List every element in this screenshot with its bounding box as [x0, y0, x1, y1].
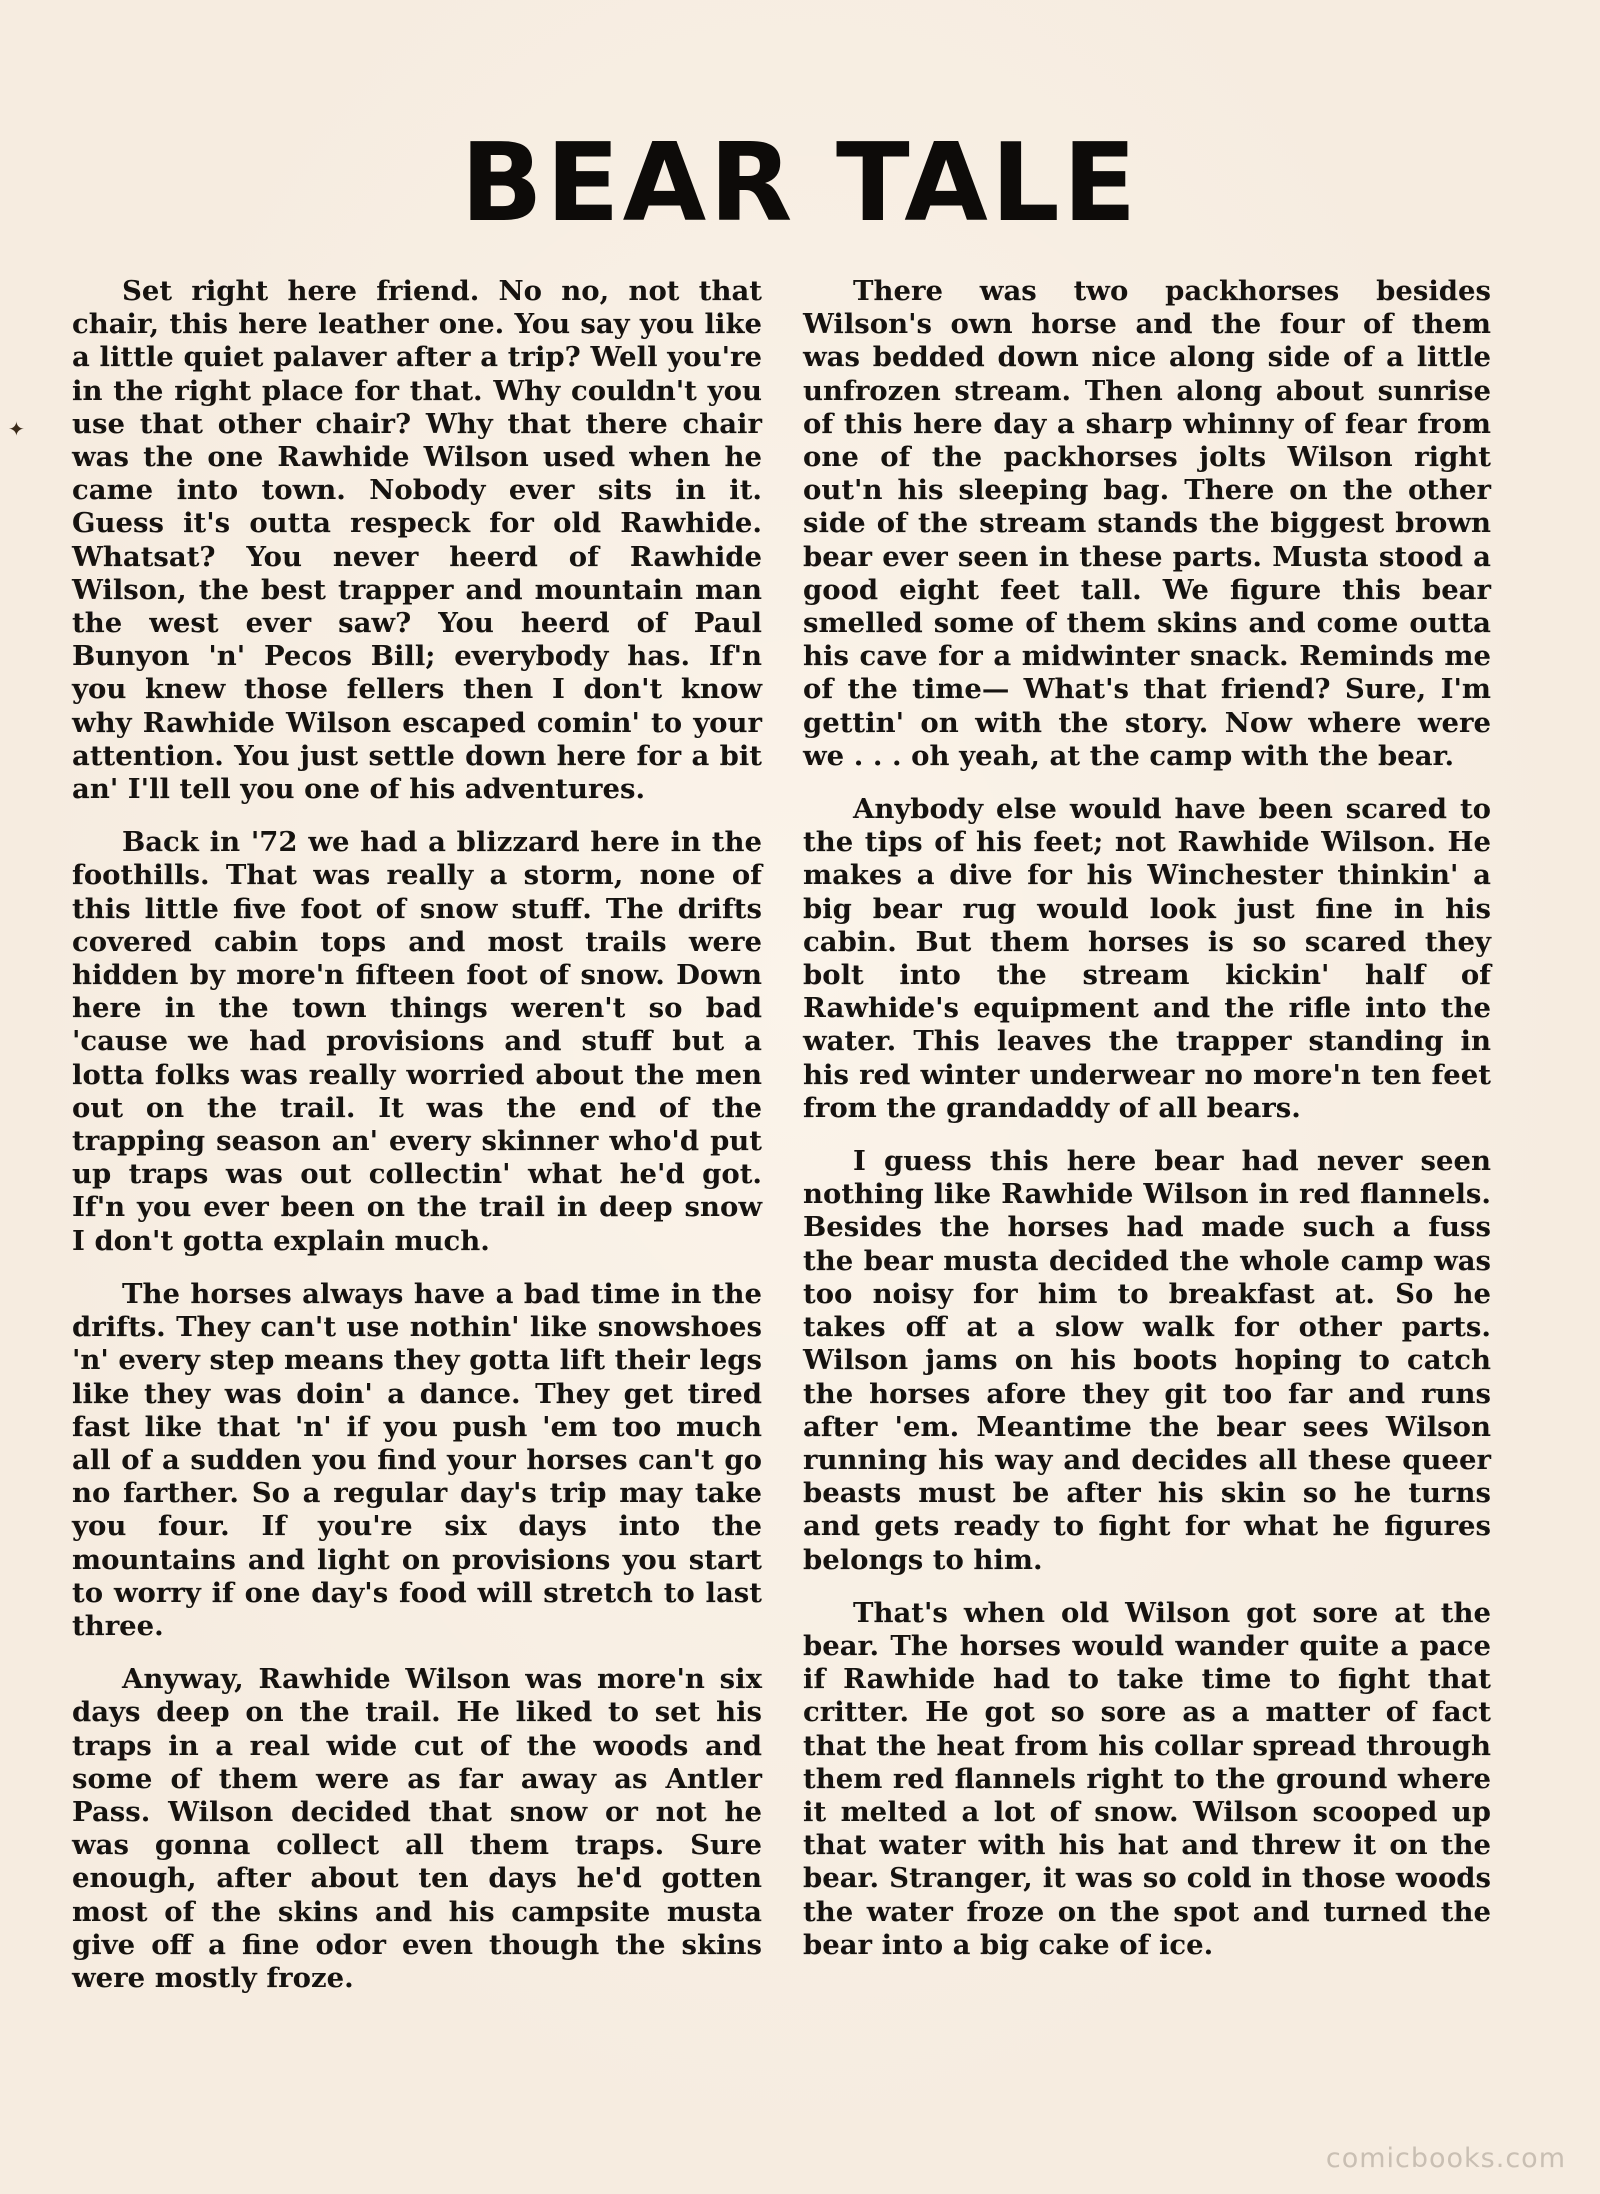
left-text-column	[72, 275, 762, 2015]
paragraph: That's when old Wilson got sore at the bear. The horses would wander quite a pace if Rawhide had to take time to fight that critter. He got so sore as a matter of fact that the heat from his collar spread through them red flannels right to the ground where it melted a lot of snow. Wilson scooped up that water with his hat and threw it on the bear. Stranger, it was so cold in those woods the water froze on the spot and turned the bear into a big cake of ice.	[803, 1596, 1491, 1961]
paragraph: The horses always have a bad time in the drifts. They can't use nothin' like snowshoes 'n' every step means they gotta lift their legs like they was doin' a dance. They get tired fast like that 'n' if you push 'em too much all of a sudden you find your horses can't go no farther. So a regular day's trip may take you four. If you're six days into the mountains and light on provisions you start to worry if one day's food will stretch to last three.	[72, 1277, 762, 1642]
paragraph: Anybody else would have been scared to the tips of his feet; not Rawhide Wilson. He makes a dive for his Winchester thinkin' a big bear rug would look just fine in his cabin. But them horses is so scared they bolt into the stream kickin' half of Rawhide's equipment and the rifle into the water. This leaves the trapper standing in his red winter underwear no more'n ten feet from the grandaddy of all bears.	[803, 793, 1491, 1124]
binding-staple-mark: ✦	[8, 417, 25, 441]
paragraph: Anyway, Rawhide Wilson was more'n six days deep on the trail. He liked to set his traps in a real wide cut of the woods and some of them were as far away as Antler Pass. Wilson decided that snow or not he was gonna collect all them traps. Sure enough, after about ten days he'd gotten most of the skins and his campsite musta give off a fine odor even though the skins were mostly froze.	[72, 1663, 762, 1994]
paragraph: I guess this here bear had never seen nothing like Rawhide Wilson in red flannels. Besides the horses had made such a fuss the bear musta decided the whole camp was too noisy for him to breakfast at. So he takes off at a slow walk for other parts. Wilson jams on his boots hoping to catch the horses afore they git too far and runs after 'em. Meantime the bear sees Wilson running his way and decides all these queer beasts must be after his skin so he turns and gets ready to fight for what he figures belongs to him.	[803, 1145, 1491, 1576]
paragraph: There was two packhorses besides Wilson's own horse and the four of them was bedded down nice along side of a little unfrozen stream. Then along about sunrise of this here day a sharp whinny of fear from one of the packhorses jolts Wilson right out'n his sleeping bag. There on the other side of the stream stands the biggest brown bear ever seen in these parts. Musta stood a good eight feet tall. We figure this bear smelled some of them skins and come outta his cave for a midwinter snack. Reminds me of the time— What's that friend? Sure, I'm gettin' on with the story. Now where were we . . . oh yeah, at the camp with the bear.	[803, 275, 1491, 772]
paragraph: Back in '72 we had a blizzard here in the foothills. That was really a storm, none of this little five foot of snow stuff. The drifts covered cabin tops and most trails were hidden by more'n fifteen foot of snow. Down here in the town things weren't so bad 'cause we had provisions and stuff but a lotta folks was really worried about the men out on the trail. It was the end of the trapping season an' every skinner who'd put up traps was out collectin' what he'd got. If'n you ever been on the trail in deep snow I don't gotta explain much.	[72, 826, 762, 1257]
paragraph: Set right here friend. No no, not that chair, this here leather one. You say you like a little quiet palaver after a trip? Well you're in the right place for that. Why couldn't you use that other chair? Why that there chair was the one Rawhide Wilson used when he came into town. Nobody ever sits in it. Guess it's outta respeck for old Rawhide. Whatsat? You never heerd of Rawhide Wilson, the best trapper and mountain man the west ever saw? You heerd of Paul Bunyon 'n' Pecos Bill; everybody has. If'n you knew those fellers then I don't know why Rawhide Wilson escaped comin' to your attention. You just settle down here for a bit an' I'll tell you one of his adventures.	[72, 275, 762, 806]
right-text-column	[803, 275, 1491, 1982]
story-title: BEAR TALE	[460, 121, 1140, 246]
site-watermark: comicbooks.com	[1325, 2143, 1566, 2174]
